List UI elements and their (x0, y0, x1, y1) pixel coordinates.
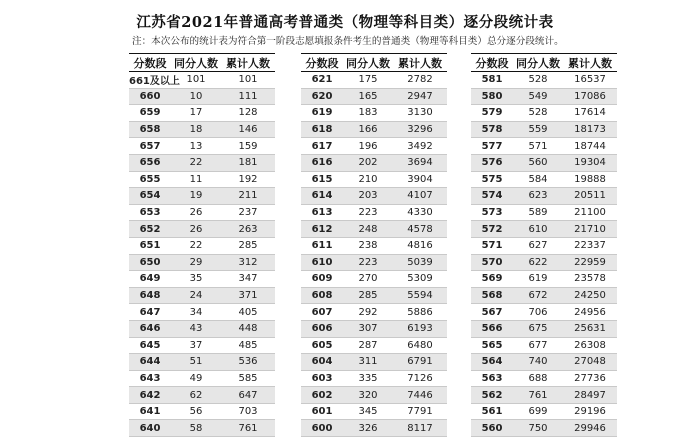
score-cell: 656 (129, 154, 171, 171)
table-row (301, 237, 447, 254)
table-row (301, 370, 447, 387)
same-score-count-cell: 307 (343, 320, 393, 337)
cumulative-count-cell: 24956 (563, 304, 617, 321)
score-cell: 645 (129, 337, 171, 354)
score-cell: 620 (301, 88, 343, 105)
score-cell: 612 (301, 221, 343, 238)
same-score-count-cell: 62 (171, 387, 221, 404)
score-cell: 600 (301, 420, 343, 437)
cumulative-count-cell: 5594 (393, 287, 447, 304)
table-row (301, 254, 447, 271)
score-table-block-3 (471, 53, 617, 437)
same-score-count-cell: 622 (513, 254, 563, 271)
table-row (129, 138, 275, 155)
table-row (301, 320, 447, 337)
cumulative-count-cell: 3130 (393, 105, 447, 122)
cumulative-count-cell: 22959 (563, 254, 617, 271)
same-score-count-cell: 285 (343, 287, 393, 304)
table-row (471, 403, 617, 420)
same-score-count-cell: 610 (513, 221, 563, 238)
score-cell: 603 (301, 370, 343, 387)
same-score-count-cell: 677 (513, 337, 563, 354)
score-cell: 615 (301, 171, 343, 188)
cumulative-count-cell: 647 (221, 387, 275, 404)
score-cell: 648 (129, 287, 171, 304)
cumulative-count-cell: 18173 (563, 121, 617, 138)
cumulative-count-cell: 2947 (393, 88, 447, 105)
same-score-count-cell: 183 (343, 105, 393, 122)
same-score-count-cell: 584 (513, 171, 563, 188)
same-score-count-cell: 51 (171, 354, 221, 371)
same-score-count-cell: 335 (343, 370, 393, 387)
score-cell: 621 (301, 72, 343, 89)
score-cell: 654 (129, 188, 171, 205)
score-cell: 658 (129, 121, 171, 138)
table-row (301, 204, 447, 221)
table-row (301, 154, 447, 171)
score-cell: 571 (471, 237, 513, 254)
same-score-count-cell: 202 (343, 154, 393, 171)
score-cell: 564 (471, 354, 513, 371)
cumulative-count-cell: 29196 (563, 403, 617, 420)
score-cell: 567 (471, 304, 513, 321)
score-cell: 606 (301, 320, 343, 337)
same-score-count-cell: 58 (171, 420, 221, 437)
score-cell: 650 (129, 254, 171, 271)
same-score-count-cell: 675 (513, 320, 563, 337)
table-row (129, 121, 275, 138)
table-row (129, 254, 275, 271)
same-score-count-cell: 248 (343, 221, 393, 238)
score-cell: 642 (129, 387, 171, 404)
cumulative-count-cell: 285 (221, 237, 275, 254)
table-row (129, 221, 275, 238)
score-cell: 569 (471, 271, 513, 288)
cumulative-count-cell: 27048 (563, 354, 617, 371)
cumulative-count-cell: 5039 (393, 254, 447, 271)
score-cell: 607 (301, 304, 343, 321)
cumulative-count-cell: 18744 (563, 138, 617, 155)
table-row (471, 105, 617, 122)
same-score-count-cell: 175 (343, 72, 393, 89)
column-header: 累计人数 (563, 54, 617, 72)
cumulative-count-cell: 4578 (393, 221, 447, 238)
cumulative-count-cell: 312 (221, 254, 275, 271)
cumulative-count-cell: 29946 (563, 420, 617, 437)
same-score-count-cell: 18 (171, 121, 221, 138)
same-score-count-cell: 223 (343, 254, 393, 271)
cumulative-count-cell: 27736 (563, 370, 617, 387)
table-row (129, 105, 275, 122)
column-header: 分数段 (129, 54, 171, 72)
table-header-row (129, 54, 275, 72)
score-cell: 646 (129, 320, 171, 337)
score-cell: 643 (129, 370, 171, 387)
cumulative-count-cell: 21100 (563, 204, 617, 221)
same-score-count-cell: 292 (343, 304, 393, 321)
score-cell: 573 (471, 204, 513, 221)
score-cell: 601 (301, 403, 343, 420)
table-row (301, 72, 447, 89)
score-cell: 575 (471, 171, 513, 188)
same-score-count-cell: 706 (513, 304, 563, 321)
score-cell: 581 (471, 72, 513, 89)
table-row (471, 420, 617, 437)
cumulative-count-cell: 8117 (393, 420, 447, 437)
table-row (129, 354, 275, 371)
same-score-count-cell: 210 (343, 171, 393, 188)
score-cell: 660 (129, 88, 171, 105)
score-cell: 640 (129, 420, 171, 437)
cumulative-count-cell: 6791 (393, 354, 447, 371)
cumulative-count-cell: 4330 (393, 204, 447, 221)
cumulative-count-cell: 3904 (393, 171, 447, 188)
cumulative-count-cell: 585 (221, 370, 275, 387)
table-row (471, 188, 617, 205)
score-cell: 572 (471, 221, 513, 238)
cumulative-count-cell: 703 (221, 403, 275, 420)
table-row (129, 320, 275, 337)
cumulative-count-cell: 17086 (563, 88, 617, 105)
cumulative-count-cell: 111 (221, 88, 275, 105)
same-score-count-cell: 528 (513, 72, 563, 89)
table-row (301, 387, 447, 404)
score-table-block-1 (129, 53, 275, 437)
table-row (471, 221, 617, 238)
table-row (471, 287, 617, 304)
table-row (129, 370, 275, 387)
table-row (129, 403, 275, 420)
score-cell: 608 (301, 287, 343, 304)
same-score-count-cell: 345 (343, 403, 393, 420)
table-row (301, 121, 447, 138)
table-row (301, 221, 447, 238)
table-row (471, 121, 617, 138)
column-header: 累计人数 (221, 54, 275, 72)
cumulative-count-cell: 146 (221, 121, 275, 138)
table-row (129, 271, 275, 288)
same-score-count-cell: 43 (171, 320, 221, 337)
score-cell: 561 (471, 403, 513, 420)
table-row (471, 138, 617, 155)
cumulative-count-cell: 23578 (563, 271, 617, 288)
score-cell: 661及以上 (129, 72, 171, 89)
same-score-count-cell: 223 (343, 204, 393, 221)
document-note: 注：本次公布的统计表为符合第一阶段志愿填报条件考生的普通类（物理等科目类）总分逐分段统计。 (132, 36, 564, 47)
table-row (471, 254, 617, 271)
table-row (471, 171, 617, 188)
cumulative-count-cell: 4107 (393, 188, 447, 205)
score-cell: 641 (129, 403, 171, 420)
table-row (471, 320, 617, 337)
same-score-count-cell: 101 (171, 72, 221, 89)
table-header-row (301, 54, 447, 72)
same-score-count-cell: 311 (343, 354, 393, 371)
table-row (301, 188, 447, 205)
score-cell: 651 (129, 237, 171, 254)
score-cell: 580 (471, 88, 513, 105)
same-score-count-cell: 326 (343, 420, 393, 437)
table-row (301, 105, 447, 122)
same-score-count-cell: 589 (513, 204, 563, 221)
table-row (129, 387, 275, 404)
cumulative-count-cell: 25631 (563, 320, 617, 337)
table-row (471, 204, 617, 221)
score-cell: 611 (301, 237, 343, 254)
same-score-count-cell: 750 (513, 420, 563, 437)
cumulative-count-cell: 4816 (393, 237, 447, 254)
score-cell: 577 (471, 138, 513, 155)
table-row (471, 354, 617, 371)
score-cell: 570 (471, 254, 513, 271)
same-score-count-cell: 35 (171, 271, 221, 288)
score-cell: 659 (129, 105, 171, 122)
table-row (129, 171, 275, 188)
table-row (471, 304, 617, 321)
same-score-count-cell: 287 (343, 337, 393, 354)
score-cell: 574 (471, 188, 513, 205)
cumulative-count-cell: 6193 (393, 320, 447, 337)
table-body (471, 72, 617, 437)
table-row (129, 304, 275, 321)
cumulative-count-cell: 485 (221, 337, 275, 354)
same-score-count-cell: 10 (171, 88, 221, 105)
document-title: 江苏省2021年普通高考普通类（物理等科目类）逐分段统计表 (136, 14, 554, 31)
same-score-count-cell: 688 (513, 370, 563, 387)
same-score-count-cell: 528 (513, 105, 563, 122)
score-cell: 609 (301, 271, 343, 288)
same-score-count-cell: 203 (343, 188, 393, 205)
cumulative-count-cell: 3492 (393, 138, 447, 155)
cumulative-count-cell: 3296 (393, 121, 447, 138)
table-row (301, 420, 447, 437)
cumulative-count-cell: 3694 (393, 154, 447, 171)
table-row (301, 271, 447, 288)
cumulative-count-cell: 7791 (393, 403, 447, 420)
same-score-count-cell: 26 (171, 221, 221, 238)
same-score-count-cell: 34 (171, 304, 221, 321)
cumulative-count-cell: 16537 (563, 72, 617, 89)
score-cell: 610 (301, 254, 343, 271)
same-score-count-cell: 549 (513, 88, 563, 105)
cumulative-count-cell: 19888 (563, 171, 617, 188)
score-cell: 653 (129, 204, 171, 221)
same-score-count-cell: 11 (171, 171, 221, 188)
same-score-count-cell: 37 (171, 337, 221, 354)
score-cell: 657 (129, 138, 171, 155)
score-cell: 618 (301, 121, 343, 138)
score-cell: 602 (301, 387, 343, 404)
score-cell: 652 (129, 221, 171, 238)
same-score-count-cell: 26 (171, 204, 221, 221)
same-score-count-cell: 699 (513, 403, 563, 420)
cumulative-count-cell: 24250 (563, 287, 617, 304)
cumulative-count-cell: 17614 (563, 105, 617, 122)
cumulative-count-cell: 5309 (393, 271, 447, 288)
table-row (301, 138, 447, 155)
score-cell: 579 (471, 105, 513, 122)
table-row (129, 154, 275, 171)
score-cell: 576 (471, 154, 513, 171)
same-score-count-cell: 761 (513, 387, 563, 404)
cumulative-count-cell: 159 (221, 138, 275, 155)
score-cell: 617 (301, 138, 343, 155)
same-score-count-cell: 270 (343, 271, 393, 288)
table-row (471, 271, 617, 288)
cumulative-count-cell: 5886 (393, 304, 447, 321)
cumulative-count-cell: 101 (221, 72, 275, 89)
table-row (301, 304, 447, 321)
cumulative-count-cell: 2782 (393, 72, 447, 89)
same-score-count-cell: 559 (513, 121, 563, 138)
same-score-count-cell: 627 (513, 237, 563, 254)
cumulative-count-cell: 263 (221, 221, 275, 238)
cumulative-count-cell: 7126 (393, 370, 447, 387)
same-score-count-cell: 238 (343, 237, 393, 254)
cumulative-count-cell: 211 (221, 188, 275, 205)
column-header: 分数段 (471, 54, 513, 72)
same-score-count-cell: 22 (171, 154, 221, 171)
table-row (301, 88, 447, 105)
table-body (129, 72, 275, 437)
score-cell: 566 (471, 320, 513, 337)
table-row (129, 188, 275, 205)
same-score-count-cell: 166 (343, 121, 393, 138)
score-cell: 563 (471, 370, 513, 387)
same-score-count-cell: 22 (171, 237, 221, 254)
table-row (471, 370, 617, 387)
table-row (129, 287, 275, 304)
same-score-count-cell: 29 (171, 254, 221, 271)
same-score-count-cell: 571 (513, 138, 563, 155)
score-cell: 560 (471, 420, 513, 437)
same-score-count-cell: 560 (513, 154, 563, 171)
score-cell: 614 (301, 188, 343, 205)
score-cell: 647 (129, 304, 171, 321)
table-row (471, 237, 617, 254)
cumulative-count-cell: 405 (221, 304, 275, 321)
score-cell: 578 (471, 121, 513, 138)
table-row (129, 237, 275, 254)
score-cell: 619 (301, 105, 343, 122)
score-cell: 604 (301, 354, 343, 371)
score-cell: 616 (301, 154, 343, 171)
cumulative-count-cell: 21710 (563, 221, 617, 238)
table-row (471, 387, 617, 404)
table-row (471, 154, 617, 171)
table-row (471, 337, 617, 354)
cumulative-count-cell: 6480 (393, 337, 447, 354)
table-row (129, 72, 275, 89)
table-row (301, 337, 447, 354)
cumulative-count-cell: 28497 (563, 387, 617, 404)
cumulative-count-cell: 19304 (563, 154, 617, 171)
score-cell: 649 (129, 271, 171, 288)
table-row (129, 337, 275, 354)
table-header-row (471, 54, 617, 72)
same-score-count-cell: 740 (513, 354, 563, 371)
cumulative-count-cell: 128 (221, 105, 275, 122)
column-header: 分数段 (301, 54, 343, 72)
cumulative-count-cell: 237 (221, 204, 275, 221)
same-score-count-cell: 13 (171, 138, 221, 155)
column-header: 同分人数 (171, 54, 221, 72)
cumulative-count-cell: 20511 (563, 188, 617, 205)
column-header: 累计人数 (393, 54, 447, 72)
same-score-count-cell: 165 (343, 88, 393, 105)
table-row (301, 354, 447, 371)
cumulative-count-cell: 22337 (563, 237, 617, 254)
cumulative-count-cell: 192 (221, 171, 275, 188)
column-header: 同分人数 (343, 54, 393, 72)
cumulative-count-cell: 536 (221, 354, 275, 371)
column-header: 同分人数 (513, 54, 563, 72)
score-cell: 565 (471, 337, 513, 354)
table-row (129, 88, 275, 105)
table-row (129, 420, 275, 437)
same-score-count-cell: 19 (171, 188, 221, 205)
same-score-count-cell: 49 (171, 370, 221, 387)
same-score-count-cell: 24 (171, 287, 221, 304)
same-score-count-cell: 623 (513, 188, 563, 205)
table-row (301, 287, 447, 304)
same-score-count-cell: 320 (343, 387, 393, 404)
table-row (471, 72, 617, 89)
cumulative-count-cell: 347 (221, 271, 275, 288)
same-score-count-cell: 672 (513, 287, 563, 304)
same-score-count-cell: 56 (171, 403, 221, 420)
same-score-count-cell: 619 (513, 271, 563, 288)
score-cell: 605 (301, 337, 343, 354)
score-cell: 655 (129, 171, 171, 188)
table-row (301, 403, 447, 420)
table-row (129, 204, 275, 221)
table-row (471, 88, 617, 105)
same-score-count-cell: 17 (171, 105, 221, 122)
score-cell: 644 (129, 354, 171, 371)
cumulative-count-cell: 761 (221, 420, 275, 437)
score-cell: 568 (471, 287, 513, 304)
score-cell: 562 (471, 387, 513, 404)
same-score-count-cell: 196 (343, 138, 393, 155)
table-body (301, 72, 447, 437)
cumulative-count-cell: 448 (221, 320, 275, 337)
cumulative-count-cell: 371 (221, 287, 275, 304)
score-table-block-2 (301, 53, 447, 437)
cumulative-count-cell: 181 (221, 154, 275, 171)
table-row (301, 171, 447, 188)
cumulative-count-cell: 7446 (393, 387, 447, 404)
score-cell: 613 (301, 204, 343, 221)
cumulative-count-cell: 26308 (563, 337, 617, 354)
